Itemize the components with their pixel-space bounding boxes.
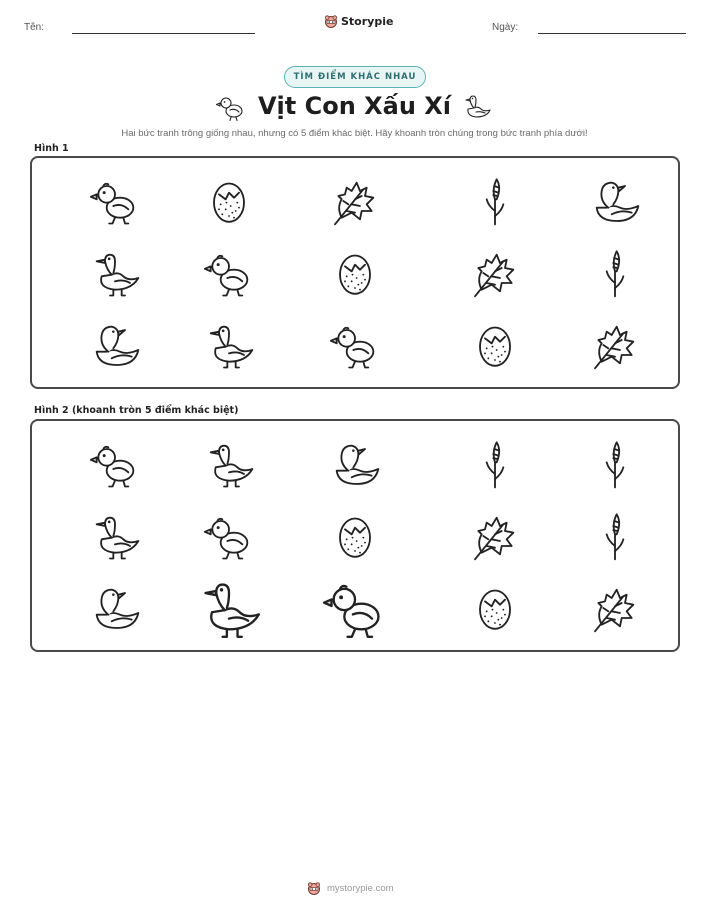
activity-badge-label: TÌM ĐIỂM KHÁC NHAU — [293, 72, 417, 82]
duckling-icon[interactable] — [90, 439, 140, 489]
duck-icon[interactable] — [204, 439, 254, 489]
date-input-line[interactable] — [538, 33, 686, 34]
reed-icon — [590, 248, 640, 298]
name-input-line[interactable] — [72, 33, 255, 34]
egg-icon[interactable] — [330, 511, 380, 561]
name-label: Tên: — [24, 22, 45, 33]
duckling-icon[interactable] — [204, 511, 254, 561]
page-title: Vịt Con Xấu Xí — [257, 92, 452, 120]
egg-icon — [470, 320, 520, 370]
swan-icon[interactable] — [330, 439, 380, 489]
picture-2-panel[interactable] — [30, 419, 680, 652]
leaf-icon[interactable] — [590, 583, 640, 633]
egg-icon — [330, 248, 380, 298]
reed-icon — [470, 176, 520, 226]
egg-icon — [204, 176, 254, 226]
duck-icon — [90, 248, 140, 298]
footer — [307, 881, 394, 895]
picture-2-label: Hình 2 (khoanh tròn 5 điểm khác biệt) — [34, 405, 239, 416]
reed-icon[interactable] — [590, 511, 640, 561]
swan-icon — [590, 176, 640, 226]
duck-icon — [462, 92, 492, 122]
picture-1-label: Hình 1 — [34, 143, 69, 154]
storypie-logo-icon — [324, 14, 338, 28]
date-label: Ngày: — [492, 22, 519, 33]
picture-1-panel — [30, 156, 680, 389]
storypie-logo-icon — [307, 881, 321, 895]
duck-icon[interactable] — [197, 576, 261, 640]
reed-icon[interactable] — [590, 439, 640, 489]
duckling-icon[interactable] — [323, 576, 387, 640]
brand-header — [324, 14, 393, 28]
footer-url[interactable]: mystorypie.com — [327, 882, 394, 894]
duckling-icon — [330, 320, 380, 370]
activity-badge — [284, 66, 426, 88]
swan-icon — [90, 320, 140, 370]
leaf-icon — [330, 176, 380, 226]
duck-icon[interactable] — [90, 511, 140, 561]
duck-icon — [204, 320, 254, 370]
leaf-icon[interactable] — [470, 511, 520, 561]
duckling-icon — [90, 176, 140, 226]
brand-name: Storypie — [341, 14, 394, 28]
duckling-icon — [204, 248, 254, 298]
leaf-icon — [470, 248, 520, 298]
egg-icon[interactable] — [470, 583, 520, 633]
reed-icon[interactable] — [470, 439, 520, 489]
instructions-text: Hai bức tranh trông giống nhau, nhưng có 5 điểm khác biệt. Hãy khoanh tròn chúng trong bức tranh phía dưới! — [121, 128, 588, 139]
leaf-icon — [590, 320, 640, 370]
swan-icon[interactable] — [90, 583, 140, 633]
